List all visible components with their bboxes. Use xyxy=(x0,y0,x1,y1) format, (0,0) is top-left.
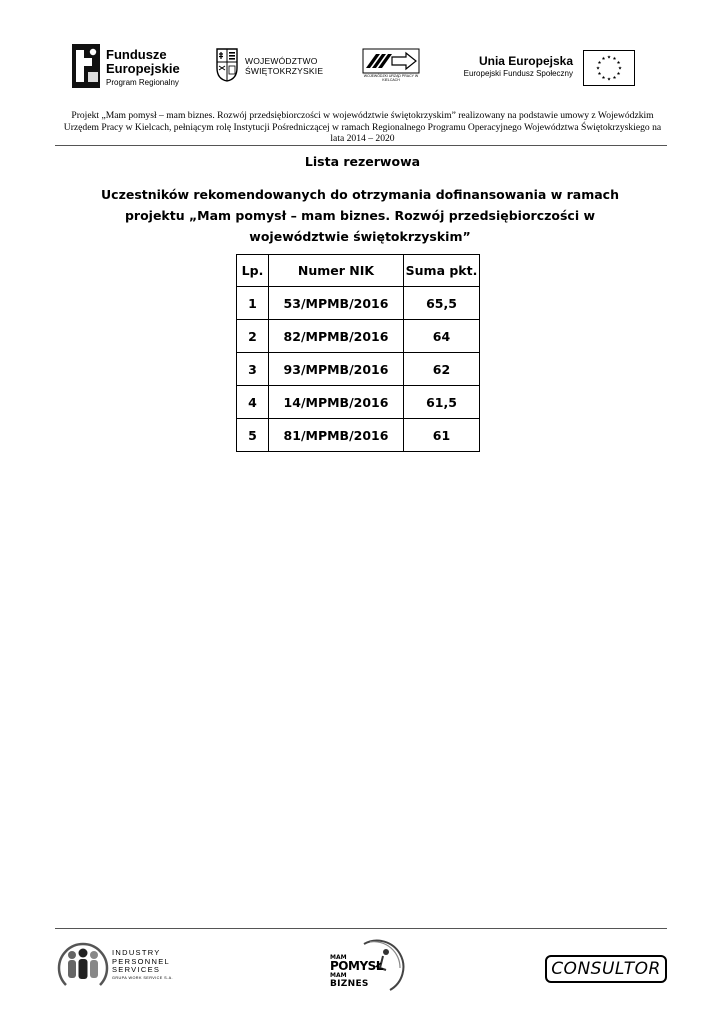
table-row xyxy=(237,320,480,353)
cell-nik: 82/MPMB/2016 xyxy=(269,320,404,353)
cell-nik: 81/MPMB/2016 xyxy=(269,419,404,452)
wup-logo xyxy=(362,48,420,84)
fundusze-europejskie-icon xyxy=(72,44,100,88)
cell-nik: 14/MPMB/2016 xyxy=(269,386,404,419)
ips-line2: PERSONNEL xyxy=(112,956,170,966)
mam-pomysl-logo xyxy=(326,938,406,996)
footer-divider xyxy=(55,928,667,929)
ws-logo-line2: ŚWIĘTOKRZYSKIE xyxy=(245,66,324,76)
consultor-text: CONSULTOR xyxy=(551,959,661,979)
ws-logo-line1: WOJEWÓDZTWO xyxy=(245,56,318,66)
wup-caption: WOJEWÓDZKI URZĄD PRACY W KIELCACH xyxy=(363,74,419,82)
project-info: Projekt „Mam pomysł – mam biznes. Rozwój przedsiębiorczości w województwie świętokrzyskim” realizowany na podstawie umowy z Wojewódzkim Urzędem Pracy w Kielcach, pełniącym rolę Instytucji Pośredniczącej w ramach Regionalnego Programu Operacyjnego Województwa Świętokrzyskiego na lata 2014 – 2020 xyxy=(63,110,662,144)
ips-line3: SERVICES xyxy=(112,965,161,974)
document-title: Lista rezerwowa xyxy=(304,154,421,169)
fundusze-europejskie-logo xyxy=(72,44,197,90)
wojewodztwo-logo xyxy=(216,48,336,86)
document-subtitle: Uczestników rekomendowanych do otrzymania dofinansowania w ramach projektu „Mam pomysł – mam biznes. Rozwój przedsiębiorczości w województwie świętokrzyskim” xyxy=(101,187,619,244)
cell-sum: 64 xyxy=(404,320,480,353)
cell-lp: 3 xyxy=(237,353,269,386)
table-header-row xyxy=(237,255,480,287)
table-row xyxy=(237,419,480,452)
ips-logo xyxy=(56,935,196,995)
fe-logo-line1: Fundusze xyxy=(106,47,167,62)
mpmb-line4: BIZNES xyxy=(330,979,369,989)
reserve-list-table xyxy=(236,254,480,452)
table-row xyxy=(237,353,480,386)
cell-lp: 5 xyxy=(237,419,269,452)
header-nik: Numer NIK xyxy=(269,255,404,287)
mpmb-line1: MAM xyxy=(330,954,347,961)
cell-sum: 61 xyxy=(404,419,480,452)
header-sum: Suma pkt. xyxy=(404,255,480,287)
ue-logo-line2: Europejski Fundusz Społeczny xyxy=(463,69,573,78)
ips-line1: INDUSTRY xyxy=(112,948,161,957)
table-row xyxy=(237,386,480,419)
ips-line4: GRUPA WORK SERVICE S.A. xyxy=(112,975,173,980)
cell-sum: 61,5 xyxy=(404,386,480,419)
eu-flag-icon xyxy=(583,50,635,86)
cell-lp: 2 xyxy=(237,320,269,353)
ips-people-icon xyxy=(56,935,110,993)
cell-lp: 1 xyxy=(237,287,269,320)
cell-nik: 93/MPMB/2016 xyxy=(269,353,404,386)
unia-europejska-logo xyxy=(460,50,635,88)
fe-logo-line3: Program Regionalny xyxy=(106,78,179,87)
cell-nik: 53/MPMB/2016 xyxy=(269,287,404,320)
fe-logo-line2: Europejskie xyxy=(106,61,180,76)
mpmb-line2: POMYSŁ xyxy=(330,959,383,973)
consultor-logo xyxy=(545,955,667,983)
cell-sum: 62 xyxy=(404,353,480,386)
cell-sum: 65,5 xyxy=(404,287,480,320)
header-divider xyxy=(55,145,667,146)
wup-kielce-icon xyxy=(362,48,420,74)
mpmb-line3: MAM xyxy=(330,972,347,979)
table-row xyxy=(237,287,480,320)
header-lp: Lp. xyxy=(237,255,269,287)
cell-lp: 4 xyxy=(237,386,269,419)
ue-logo-line1: Unia Europejska xyxy=(478,54,573,68)
coat-of-arms-icon xyxy=(216,48,238,82)
